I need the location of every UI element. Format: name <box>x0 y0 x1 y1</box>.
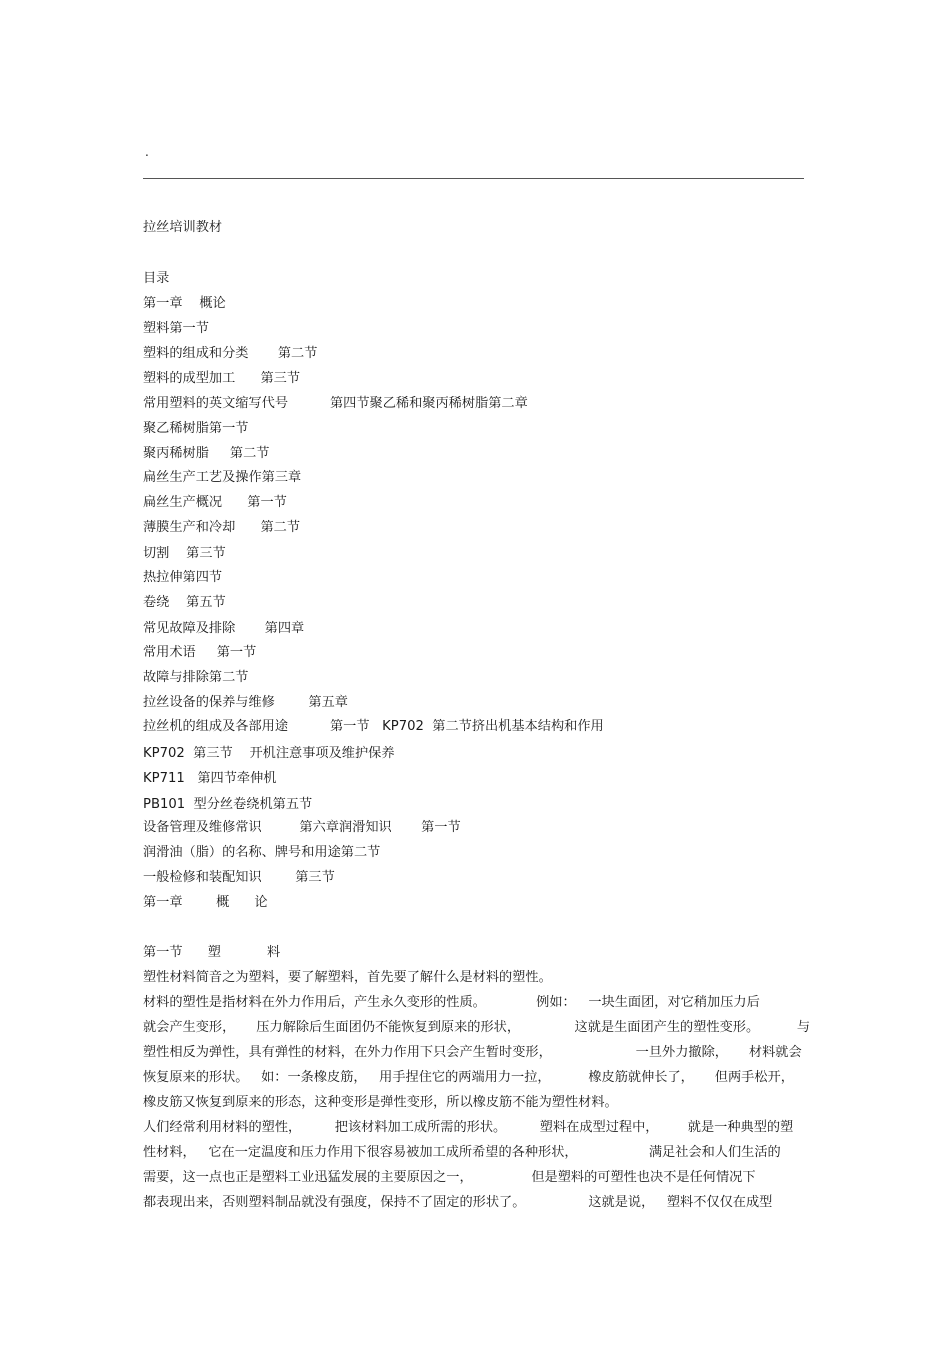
toc-line: 常见故障及排除 第四章 <box>143 621 305 636</box>
toc-line: KP711 第四节牵伸机 <box>143 771 277 786</box>
body-text-line: 塑性材料简音之为塑料，要了解塑料，首先要了解什么是材料的塑性。 <box>143 970 552 985</box>
body-text-line: 都表现出来，否则塑料制品就没有强度，保持不了固定的形状了。 这就是说， 塑料不仅仅在成型 <box>143 1195 773 1210</box>
toc-line: 润滑油（脂）的名称、牌号和用途第二节 <box>143 845 381 860</box>
toc-line: PB101 型分丝卷绕机第五节 <box>143 797 313 812</box>
body-text-line: 橡皮筋又恢复到原来的形态，这种变形是弹性变形，所以橡皮筋不能为塑性材料。 <box>143 1095 618 1110</box>
document-title: 拉丝培训教材 <box>143 220 223 235</box>
toc-line: 聚丙稀树脂 第二节 <box>143 446 270 461</box>
toc-line: 聚乙稀树脂第一节 <box>143 421 249 436</box>
body-text-line: 塑性相反为弹性，具有弹性的材料，在外力作用下只会产生暂时变形， 一旦外力撤除， 材料就会 <box>143 1045 802 1060</box>
toc-line: 第一章 概论 <box>143 296 226 311</box>
toc-line: 拉丝设备的保养与维修 第五章 <box>143 695 348 710</box>
body-text-line: 需要，这一点也正是塑料工业迅猛发展的主要原因之一， 但是塑料的可塑性也决不是任何情况下 <box>143 1170 756 1185</box>
toc-line: 故障与排除第二节 <box>143 670 249 685</box>
toc-line: 拉丝机的组成及各部用途 第一节 KP702 第二节挤出机基本结构和作用 <box>143 719 604 734</box>
toc-line: 热拉伸第四节 <box>143 570 223 585</box>
toc-line: KP702 第三节 开机注意事项及维护保养 <box>143 746 395 761</box>
body-text-line: 人们经常利用材料的塑性， 把该材料加工成所需的形状。 塑料在成型过程中， 就是一种典型的塑 <box>143 1120 794 1135</box>
section-heading: 第一节 塑 料 <box>143 945 281 960</box>
body-text-line: 恢复原来的形状。 如：一条橡皮筋， 用手捏住它的两端用力一拉， 橡皮筋就伸长了， 但两手松开， <box>143 1070 794 1085</box>
header-rule <box>143 178 804 179</box>
toc-line: 常用塑料的英文缩写代号 第四节聚乙稀和聚丙稀树脂第二章 <box>143 396 528 411</box>
toc-line: 常用术语 第一节 <box>143 645 257 660</box>
toc-line: 扁丝生产工艺及操作第三章 <box>143 470 302 485</box>
toc-line: 塑料第一节 <box>143 321 209 336</box>
toc-line: 一般检修和装配知识 第三节 <box>143 870 335 885</box>
toc-heading: 目录 <box>143 271 170 286</box>
toc-line: 塑料的成型加工 第三节 <box>143 371 301 386</box>
body-text-line: 性材料， 它在一定温度和压力作用下很容易被加工成所希望的各种形状， 满足社会和人们生活的 <box>143 1145 781 1160</box>
body-text-line: 材料的塑性是指材料在外力作用后，产生永久变形的性质。 例如： 一块生面团，对它稍加压力后 <box>143 995 760 1010</box>
toc-line: 塑料的组成和分类 第二节 <box>143 346 318 361</box>
toc-line: 卷绕 第五节 <box>143 595 226 610</box>
toc-line: 薄膜生产和冷却 第二节 <box>143 520 301 535</box>
header-dot: . <box>145 145 149 159</box>
body-text-line: 就会产生变形， 压力解除后生面团仍不能恢复到原来的形状， 这就是生面团产生的塑性变形。 与 <box>143 1020 811 1035</box>
toc-line: 第一章 概 论 <box>143 895 268 910</box>
toc-line: 扁丝生产概况 第一节 <box>143 495 287 510</box>
toc-line: 设备管理及维修常识 第六章润滑知识 第一节 <box>143 820 461 835</box>
toc-line: 切割 第三节 <box>143 546 226 561</box>
